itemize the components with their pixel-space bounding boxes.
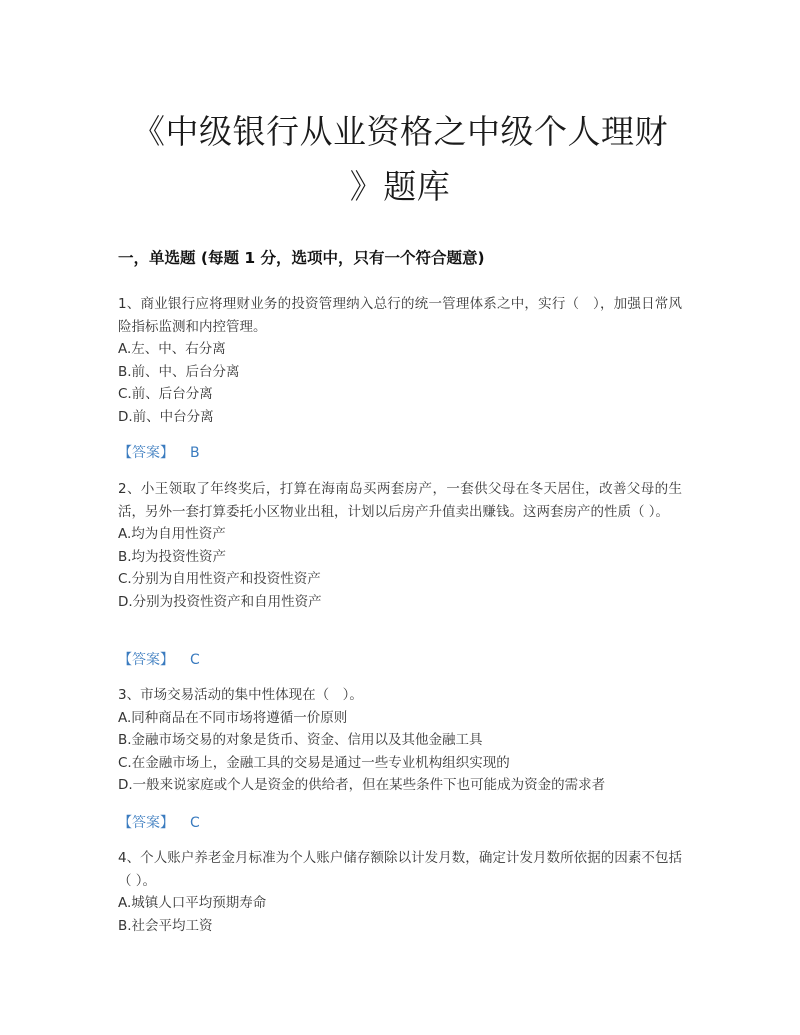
option-b: B.均为投资性资产 bbox=[118, 548, 227, 565]
question-1 bbox=[118, 293, 682, 428]
title-line-2: 》题库 bbox=[349, 167, 451, 206]
option-a: A.均为自用性资产 bbox=[118, 526, 226, 542]
answer-value: B bbox=[190, 445, 200, 461]
question-text: 4、个人账户养老金月标准为个人账户储存额除以计发月数，确定计发月数所依据的因素不包括（ ）。 bbox=[118, 850, 682, 889]
option-d: D.一般来说家庭或个人是资金的供给者，但在某些条件下也可能成为资金的需求者 bbox=[118, 777, 606, 793]
option-d: D.前、中台分离 bbox=[118, 408, 214, 425]
option-c: C.分别为自用性资产和投资性资产 bbox=[118, 571, 321, 587]
option-d: D.分别为投资性资产和自用性资产 bbox=[118, 593, 322, 610]
option-b: B.前、中、后台分离 bbox=[118, 363, 240, 380]
document-title bbox=[100, 104, 700, 214]
answer-1 bbox=[118, 443, 200, 463]
title-line-1: 《中级银行从业资格之中级个人理财 bbox=[132, 112, 668, 151]
answer-label: 【答案】 bbox=[118, 815, 174, 831]
question-text: 1、商业银行应将理财业务的投资管理纳入总行的统一管理体系之中，实行（ ），加强日常风险指标监测和内控管理。 bbox=[118, 296, 682, 335]
answer-label: 【答案】 bbox=[118, 445, 174, 461]
question-2 bbox=[118, 478, 682, 613]
option-c: C.前、后台分离 bbox=[118, 386, 213, 402]
option-a: A.城镇人口平均预期寿命 bbox=[118, 895, 267, 911]
answer-value: C bbox=[190, 815, 200, 831]
section-heading: 一，单选题 (每题 1 分，选项中，只有一个符合题意) bbox=[118, 249, 485, 267]
answer-value: C bbox=[190, 652, 200, 668]
option-a: A.左、中、右分离 bbox=[118, 341, 226, 357]
question-text: 3、市场交易活动的集中性体现在（ ）。 bbox=[118, 687, 363, 703]
question-3 bbox=[118, 684, 682, 797]
option-b: B.社会平均工资 bbox=[118, 917, 213, 934]
option-b: B.金融市场交易的对象是货币、资金、信用以及其他金融工具 bbox=[118, 732, 483, 748]
option-a: A.同种商品在不同市场将遵循一价原则 bbox=[118, 709, 348, 726]
question-text: 2、小王领取了年终奖后，打算在海南岛买两套房产，一套供父母在冬天居住，改善父母的生活，另外一套打算委托小区物业出租，计划以后房产升值卖出赚钱。这两套房产的性质（ ）。 bbox=[118, 481, 682, 520]
answer-3 bbox=[118, 813, 200, 833]
option-c: C.在金融市场上，金融工具的交易是通过一些专业机构组织实现的 bbox=[118, 754, 510, 771]
question-4 bbox=[118, 847, 682, 937]
answer-label: 【答案】 bbox=[118, 652, 174, 668]
answer-2 bbox=[118, 650, 200, 670]
